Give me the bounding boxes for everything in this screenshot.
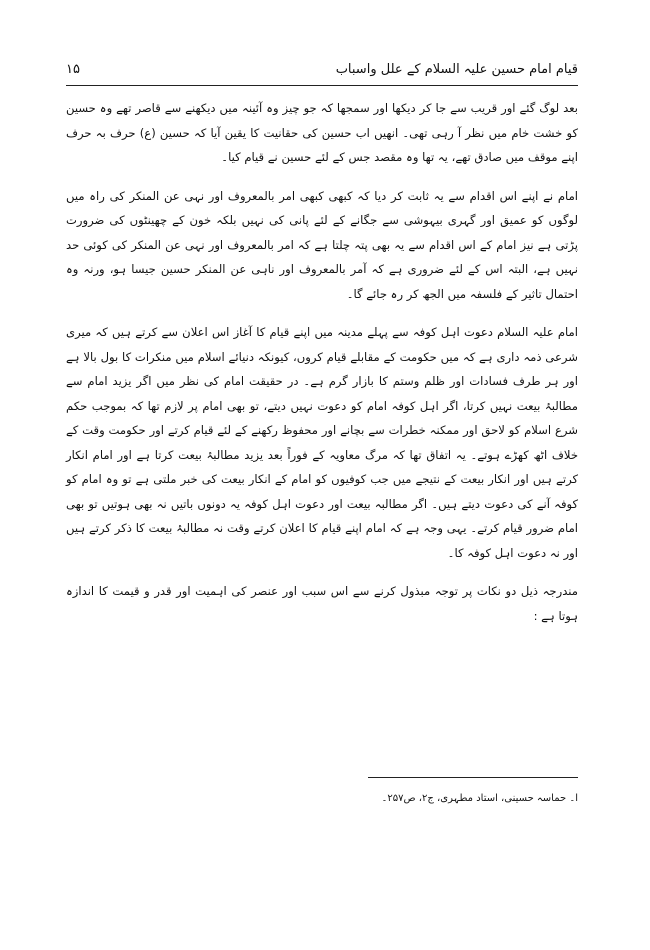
page-number: ۱۵ xyxy=(66,62,80,77)
footnote-rule xyxy=(368,777,578,778)
running-title: قیام امام حسین علیہ السلام کے علل واسباب xyxy=(335,62,578,77)
paragraph: بعد لوگ گئے اور قریب سے جا کر دیکھا اور سمجھا کہ جو چیز وہ آئینہ میں دیکھنے سے قاصر تھے وہ حسین کو خشت خام میں نظر آ رہی تھی۔ انھیں اب حسین کی حقانیت کا یقین آیا کہ حسین (ع) حرف بہ حرف اپنے موقف میں صادق تھے، یہ تھا وہ مقصد جس کے لئے حسین نے قیام کیا۔ xyxy=(66,101,578,164)
body-text xyxy=(66,96,578,642)
paragraph: مندرجہ ذیل دو نکات پر توجہ مبذول کرنے سے اس سبب اور عنصر کی اہمیت اور قدر و قیمت کا اندازہ ہوتا ہے : xyxy=(66,584,578,623)
paragraph: امام نے اپنے اس اقدام سے یہ ثابت کر دیا کہ کبھی کبھی امر بالمعروف اور نہی عن المنکر کی راہ میں لوگوں کو عمیق اور گہری بیہوشی سے جگانے کے لئے پانی کی نہیں بلکہ خون کے چھینٹوں کی ضرورت پڑتی ہے نیز امام کے اس اقدام سے یہ بھی پتہ چلتا ہے کہ امر بالمعروف اور نہی عن المنکر کی کوئی حد نہیں ہے، البتہ اس کے لئے ضروری ہے کہ آمر بالمعروف اور ناہی عن المنکر حسین جیسا ہو، ورنہ وہ احتمال تاثیر کے فلسفہ میں الجھ کر رہ جائے گا۔ xyxy=(66,188,578,301)
page-header xyxy=(66,58,578,82)
paragraph: امام علیہ السلام دعوت اہل کوفہ سے پہلے مدینہ میں اپنے قیام کا آغاز اس اعلان سے کرتے ہیں کہ میری شرعی ذمہ داری ہے کہ میں حکومت کے مقابلے قیام کروں، کیونکہ دنیائے اسلام میں منکرات کا بول بالا ہے اور ہر طرف فسادات اور ظلم وستم کا بازار گرم ہے۔ در حقیقت امام کی نظر میں اگر یزید امام سے مطالبۂ بیعت نہیں کرتا، اگر اہل کوفہ امام کو دعوت نہیں دیتے، تو بھی امام پر لازم تھا کہ بموجب حکم شرع اسلام کو لاحق اور ممکنہ خطرات سے بچانے اور محفوظ رکھنے کے لئے قیام کرتے اور حکومت وقت کے خلاف اٹھ کھڑے ہوتے۔ یہ اتفاق تھا کہ مرگ معاویہ کے فوراً بعد یزید مطالبۂ بیعت کرتا ہے اور امام انکار کرتے ہیں اور انکار بیعت کے نتیجے میں جب کوفیوں کو امام کے انکار بیعت کی خبر ملتی ہے تو وہ امام کو کوفہ آنے کی دعوت دیتے ہیں۔ اگر مطالبہ بیعت اور دعوت اہل کوفہ یہ دونوں باتیں نہ بھی ہوتیں تو بھی امام ضرور قیام کرتے۔ یہی وجہ ہے کہ امام اپنے قیام کا اعلان کرتے وقت نہ مطالبۂ بیعت کا ذکر کرتے ہیں اور نہ دعوت اہل کوفہ کا۔ xyxy=(66,325,578,560)
header-rule xyxy=(66,85,578,86)
footnote: ا۔ حماسہ حسینی، استاد مطہری، ج۲، ص۲۵۷۔ xyxy=(381,793,578,804)
